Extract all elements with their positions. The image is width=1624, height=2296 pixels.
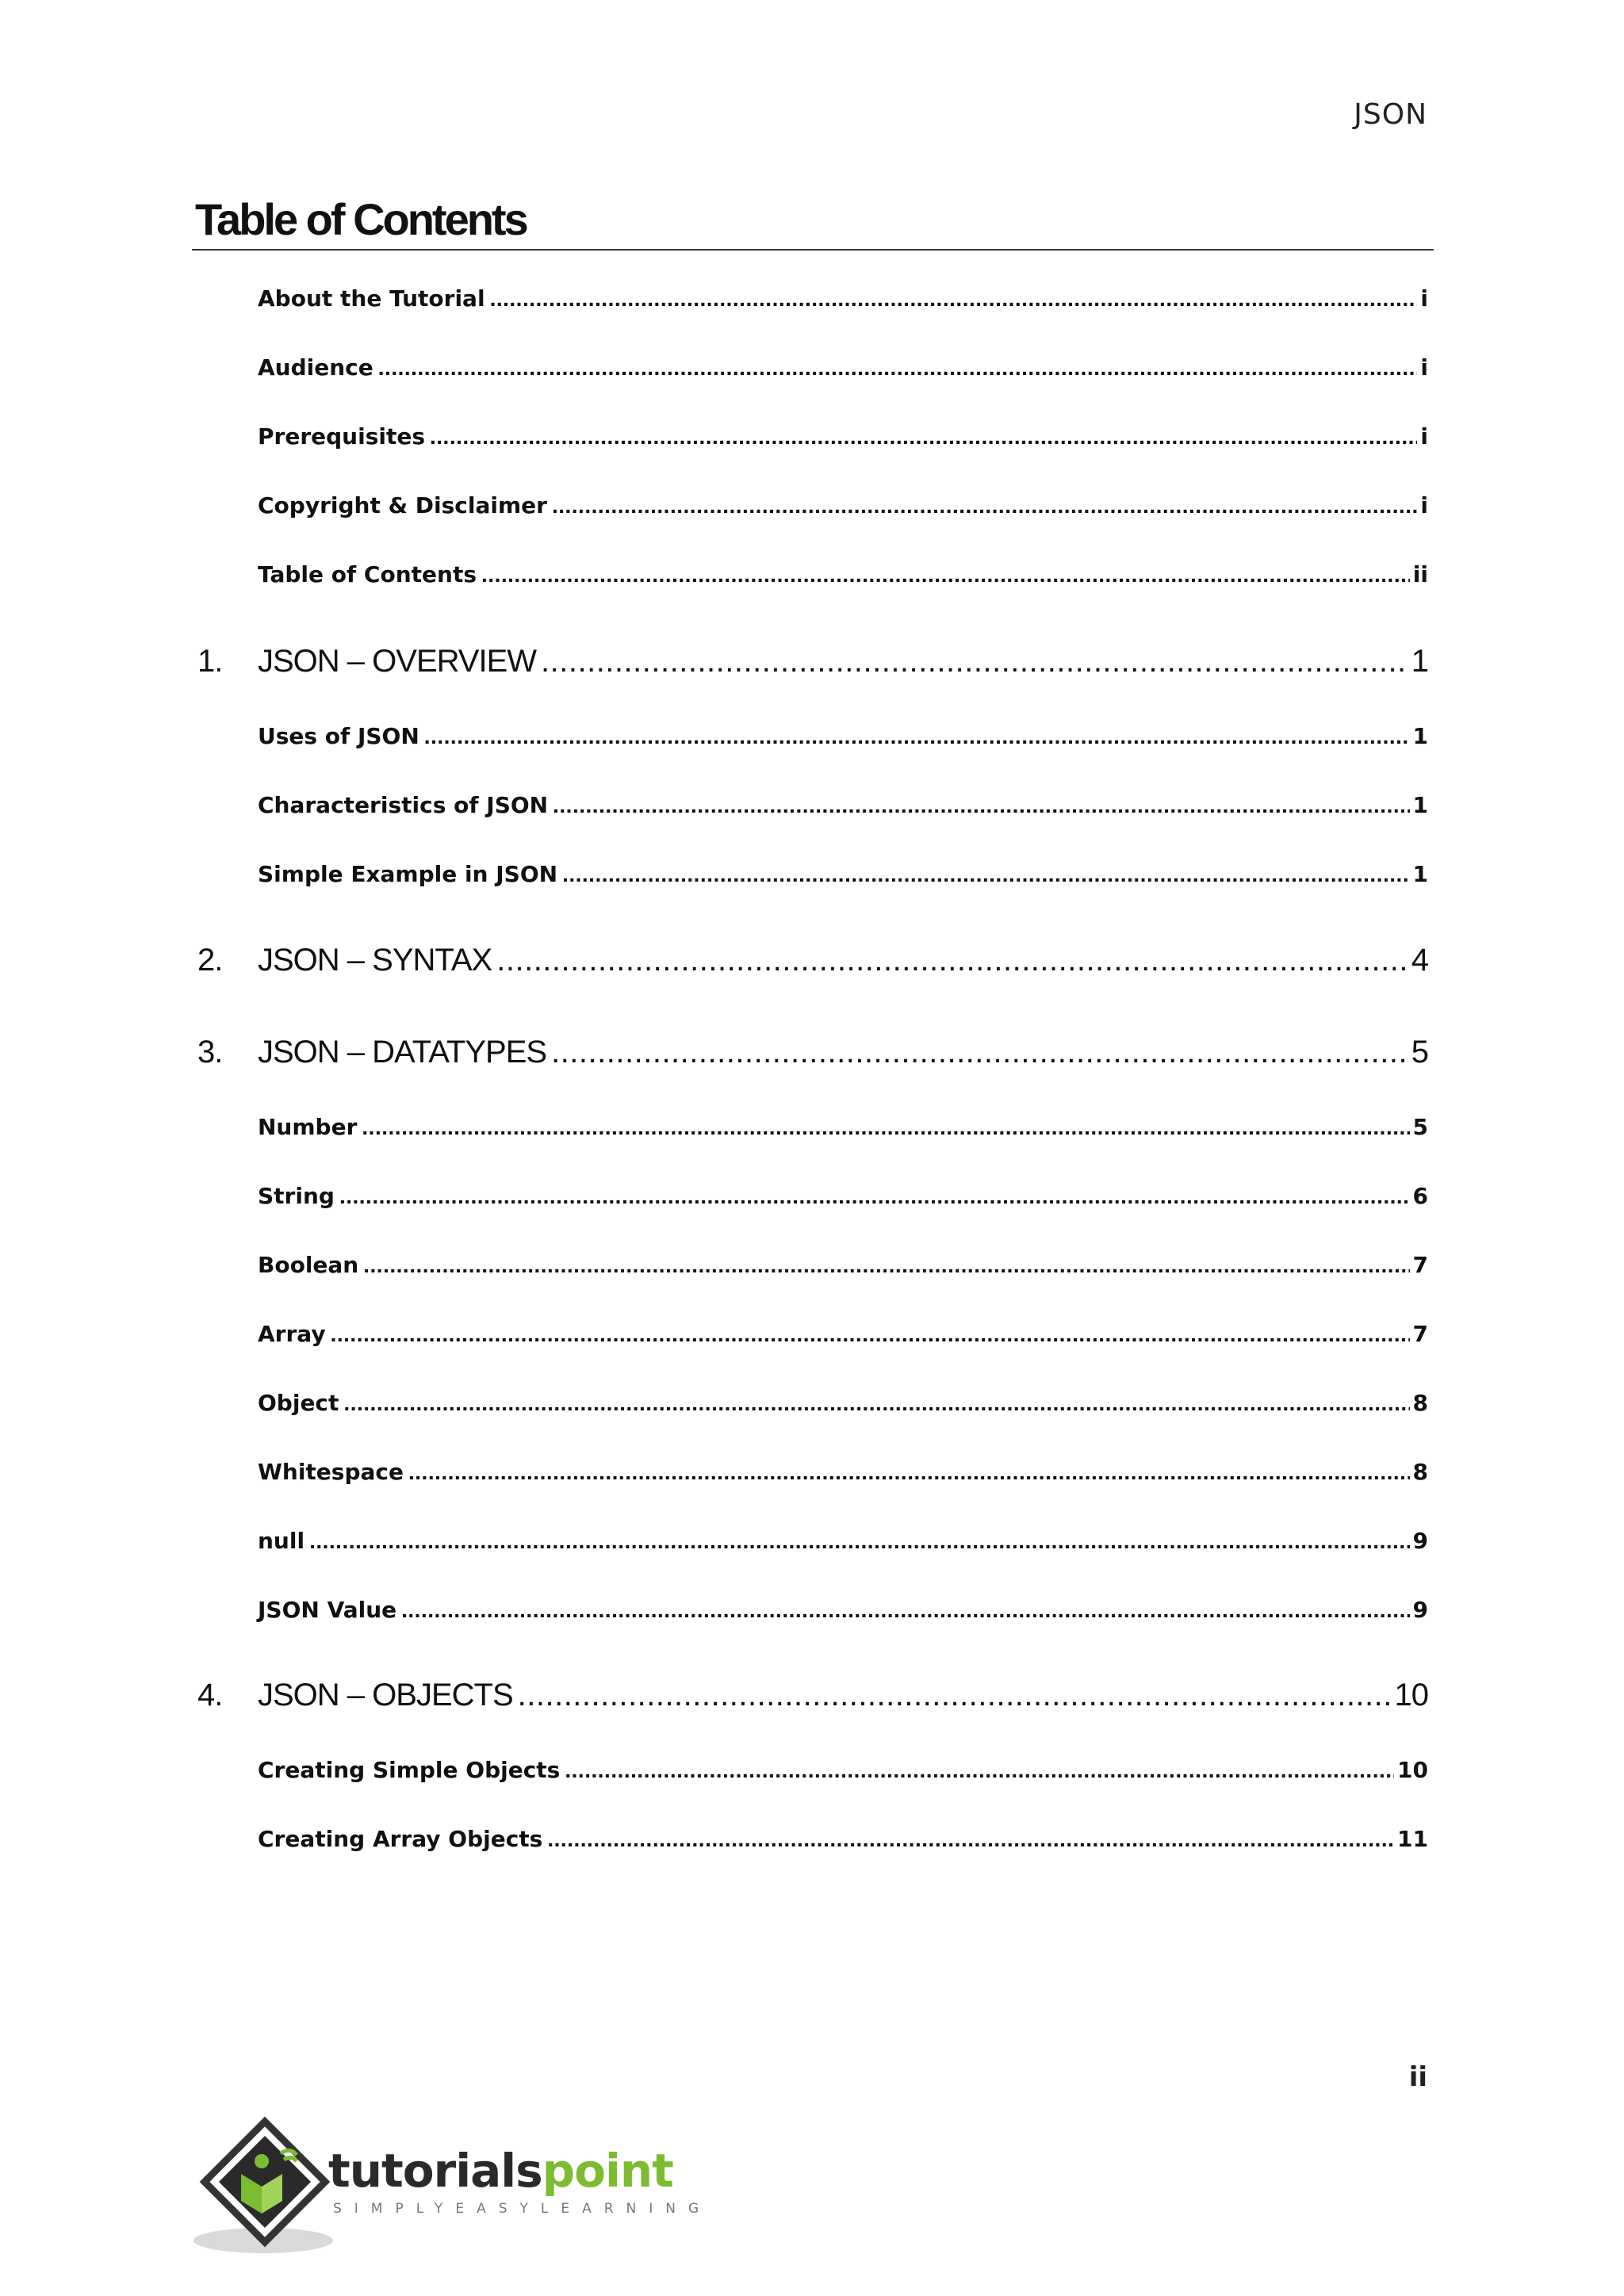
- toc-entry[interactable]: [258, 1597, 1428, 1623]
- dot-leader: [553, 793, 1409, 818]
- toc-entry-title: Creating Simple Objects: [258, 1757, 561, 1783]
- toc-entry-title: Audience: [258, 354, 373, 381]
- dot-leader: [331, 1322, 1410, 1347]
- toc-entry[interactable]: [258, 285, 1428, 312]
- toc-chapter-entry[interactable]: [197, 1035, 1428, 1070]
- logo-tagline: SIMPLYEASYLEARNING: [333, 2201, 712, 2217]
- toc-entry-page: 7: [1412, 1321, 1428, 1347]
- toc-entry[interactable]: [258, 1528, 1428, 1554]
- chapter-number: 1.: [197, 644, 223, 679]
- page-number: ii: [1408, 2061, 1427, 2093]
- toc-entry-page: i: [1420, 354, 1428, 381]
- toc-heading: Table of Contents: [195, 194, 527, 244]
- dot-leader: [547, 1827, 1394, 1852]
- dot-leader: [401, 1598, 1409, 1623]
- toc-entry[interactable]: [258, 1390, 1428, 1416]
- toc-entry-title: Whitespace: [258, 1459, 404, 1485]
- dot-leader: [378, 355, 1418, 381]
- toc-entry-title: JSON – OBJECTS: [258, 1678, 513, 1712]
- toc-entry-page: i: [1420, 285, 1428, 312]
- toc-entry-title: JSON – DATATYPES: [258, 1035, 547, 1070]
- chapter-number: 3.: [197, 1035, 223, 1070]
- toc-entry[interactable]: [258, 561, 1428, 587]
- toc-chapter-entry[interactable]: [197, 644, 1428, 679]
- toc-entry[interactable]: [258, 1183, 1428, 1209]
- toc-entry-title: JSON – SYNTAX: [258, 943, 492, 978]
- toc-entry[interactable]: [258, 1459, 1428, 1485]
- toc-entry[interactable]: [258, 861, 1428, 887]
- dot-leader: [541, 644, 1408, 679]
- toc-entry-title: null: [258, 1528, 305, 1554]
- toc-entry-page: 8: [1412, 1390, 1428, 1416]
- dot-leader: [343, 1391, 1409, 1416]
- dot-leader: [362, 1115, 1409, 1140]
- toc-entry-page: 1: [1412, 792, 1428, 818]
- toc-chapter-entry[interactable]: [197, 1678, 1428, 1713]
- toc-entry-title: Copyright & Disclaimer: [258, 492, 547, 519]
- tutorialspoint-logo: [192, 2115, 712, 2258]
- toc-entry-page: i: [1420, 423, 1428, 450]
- dot-leader: [565, 1758, 1394, 1783]
- dot-leader: [408, 1460, 1410, 1485]
- toc-entry[interactable]: [258, 1114, 1428, 1140]
- toc-entry-title: JSON Value: [258, 1597, 397, 1623]
- toc-entry-title: Table of Contents: [258, 561, 477, 587]
- logo-diamond-icon: [192, 2115, 343, 2258]
- dot-leader: [496, 943, 1408, 978]
- dot-leader: [363, 1253, 1409, 1278]
- toc-entry-page: 1: [1411, 644, 1428, 679]
- toc-entry[interactable]: [258, 423, 1428, 450]
- toc-entry[interactable]: [258, 1321, 1428, 1347]
- toc-entry-page: 5: [1412, 1114, 1428, 1140]
- toc-entry-title: About the Tutorial: [258, 285, 485, 312]
- dot-leader: [551, 1035, 1408, 1070]
- toc-entry-page: 11: [1397, 1826, 1428, 1852]
- toc-entry-page: 8: [1412, 1459, 1428, 1485]
- toc-entry-page: 7: [1412, 1252, 1428, 1278]
- toc-entry-title: Characteristics of JSON: [258, 792, 549, 818]
- dot-leader: [424, 724, 1410, 749]
- toc-entry-title: Number: [258, 1114, 358, 1140]
- toc-entry-title: String: [258, 1183, 335, 1209]
- toc-entry-title: JSON – OVERVIEW: [258, 644, 537, 679]
- toc-entry-title: Prerequisites: [258, 423, 425, 450]
- toc-entry-page: 4: [1411, 943, 1428, 978]
- toc-entry-page: 1: [1412, 723, 1428, 749]
- toc-entry-page: i: [1420, 492, 1428, 519]
- dot-leader: [309, 1529, 1409, 1554]
- toc-chapter-entry[interactable]: [197, 943, 1428, 978]
- toc-entry-page: 5: [1411, 1035, 1428, 1070]
- dot-leader: [490, 286, 1418, 312]
- toc-entry[interactable]: [258, 1252, 1428, 1278]
- toc-entry-page: 6: [1412, 1183, 1428, 1209]
- dot-leader: [481, 562, 1410, 587]
- toc-entry[interactable]: [258, 1757, 1428, 1783]
- chapter-number: 2.: [197, 943, 223, 978]
- toc-entry[interactable]: [258, 354, 1428, 381]
- toc-entry[interactable]: [258, 723, 1428, 749]
- dot-leader: [552, 493, 1417, 519]
- toc-entry-page: 9: [1412, 1597, 1428, 1623]
- toc-entry-title: Simple Example in JSON: [258, 861, 558, 887]
- toc-entry-title: Uses of JSON: [258, 723, 419, 749]
- running-header: JSON: [1354, 98, 1427, 131]
- toc-entry-page: 10: [1397, 1757, 1428, 1783]
- toc-entry[interactable]: [258, 792, 1428, 818]
- logo-wordmark: tutorialspoint: [328, 2144, 673, 2198]
- toc-entry-page: 1: [1412, 861, 1428, 887]
- dot-leader: [339, 1184, 1410, 1209]
- dot-leader: [430, 424, 1417, 450]
- dot-leader: [562, 862, 1409, 887]
- toc-entry[interactable]: [258, 492, 1428, 519]
- toc-entry-title: Array: [258, 1321, 326, 1347]
- toc-entry[interactable]: [258, 1826, 1428, 1852]
- chapter-number: 4.: [197, 1678, 223, 1712]
- toc-entry-page: 10: [1394, 1678, 1428, 1712]
- heading-rule: [192, 249, 1434, 251]
- dot-leader: [518, 1678, 1392, 1713]
- toc-entry-title: Creating Array Objects: [258, 1826, 543, 1852]
- toc-entry-title: Boolean: [258, 1252, 359, 1278]
- toc-entry-title: Object: [258, 1390, 339, 1416]
- toc-entry-page: 9: [1412, 1528, 1428, 1554]
- toc-entry-page: ii: [1412, 561, 1428, 587]
